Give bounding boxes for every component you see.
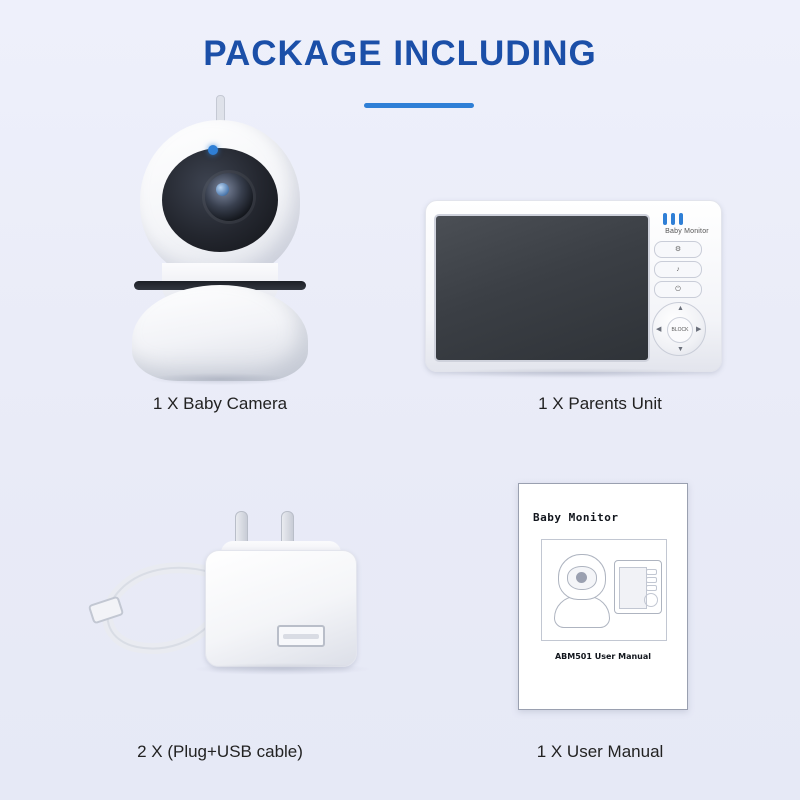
caption-user-manual: 1 X User Manual (536, 742, 664, 761)
camera-drop-shadow (150, 373, 290, 385)
dpad-left-arrow-icon[interactable]: ◀ (656, 326, 662, 333)
title-underline-divider (364, 103, 474, 108)
baby-camera-image (120, 95, 320, 380)
manual-parents-unit-drawing (614, 560, 662, 614)
manual-cover-title: Baby Monitor (533, 511, 619, 524)
usb-port-icon (277, 625, 325, 647)
caption-plug-usb-cable: 2 X (Plug+USB cable) (137, 742, 303, 761)
manual-model-line: ABM501 User Manual (554, 652, 652, 661)
plug-adapter-body (205, 550, 357, 667)
usb-cable-icon (85, 555, 215, 685)
caption-baby-camera: 1 X Baby Camera (152, 394, 288, 413)
parents-unit-button-3[interactable]: ⏻ (654, 281, 702, 298)
dpad-right-arrow-icon[interactable]: ▶ (696, 326, 702, 333)
manual-unit-button-2 (646, 577, 657, 583)
manual-illustration-frame (541, 539, 667, 641)
manual-camera-drawing (554, 554, 608, 626)
user-manual-image (518, 483, 688, 710)
dpad-center-button[interactable]: BLOCK (667, 317, 693, 343)
plug-drop-shadow (195, 663, 370, 675)
camera-lens-icon (205, 173, 253, 221)
parents-unit-drop-shadow (443, 368, 703, 378)
manual-unit-button-3 (646, 585, 657, 591)
parents-unit-dpad[interactable] (652, 302, 706, 356)
dpad-down-arrow-icon[interactable]: ▼ (677, 346, 684, 353)
manual-cover-page (518, 483, 688, 710)
page-title: PACKAGE INCLUDING (203, 34, 597, 73)
parents-unit-button-1[interactable]: ⚙ (654, 241, 702, 258)
parents-unit-brand-label: Baby Monitor (665, 228, 709, 235)
caption-parents-unit: 1 X Parents Unit (538, 394, 662, 413)
dpad-up-arrow-icon[interactable]: ▲ (677, 305, 684, 312)
manual-unit-screen (619, 567, 647, 609)
parents-unit-image (425, 200, 725, 375)
camera-led-indicator-icon (208, 145, 218, 155)
manual-unit-dpad (644, 593, 658, 607)
parents-unit-button-2[interactable]: ♪ (654, 261, 702, 278)
camera-base (132, 285, 308, 381)
manual-camera-base (554, 596, 610, 628)
plug-usb-cable-image (85, 505, 375, 705)
manual-unit-button-1 (646, 569, 657, 575)
parents-unit-screen (434, 214, 650, 362)
parents-unit-body (425, 200, 722, 372)
manual-camera-lens-icon (576, 572, 587, 583)
speaker-bars-icon (663, 213, 703, 225)
